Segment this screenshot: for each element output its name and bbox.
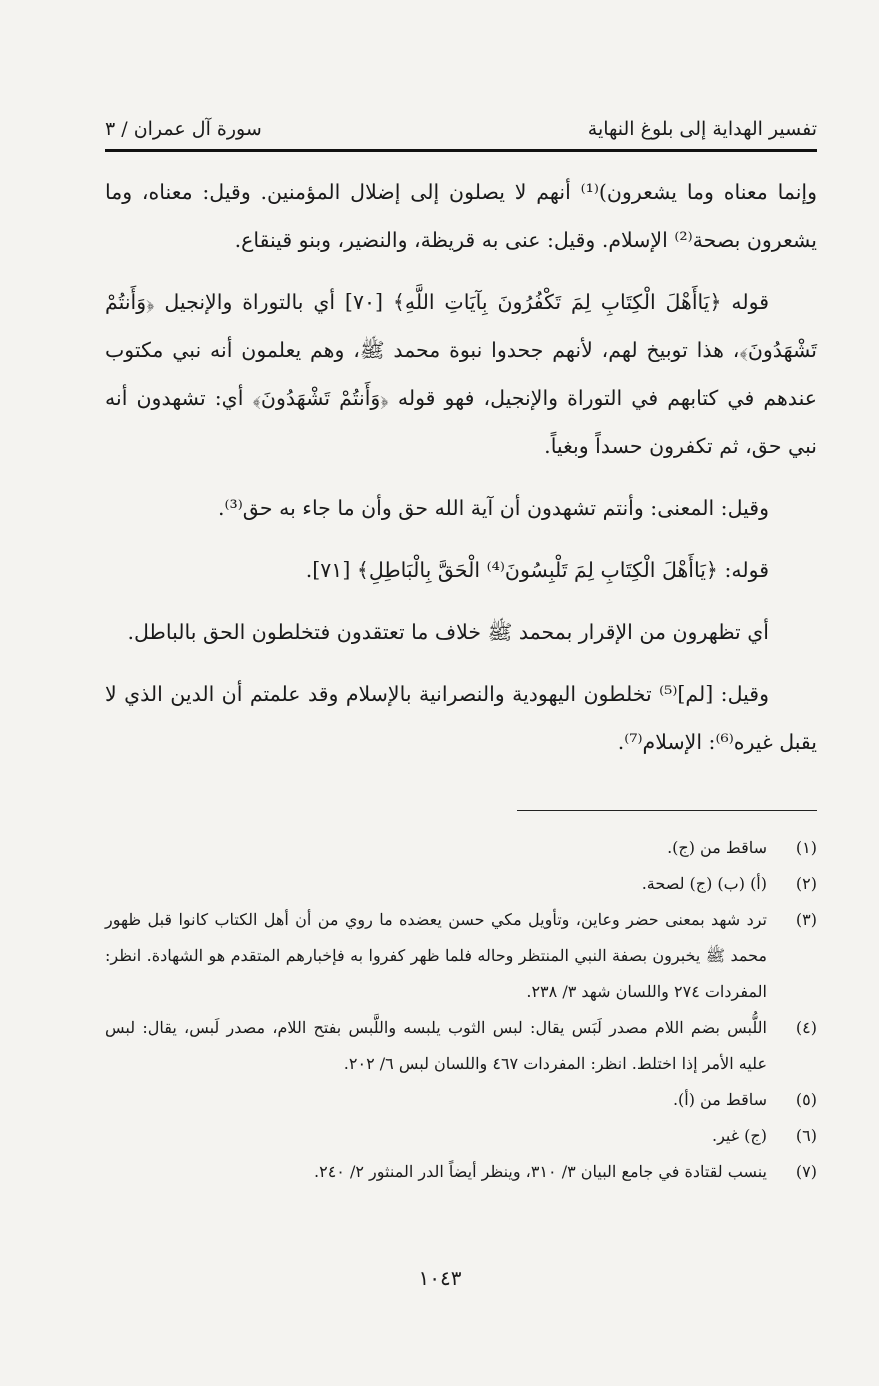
footnote-divider: [517, 810, 817, 811]
footnote-text: اللُّبس بضم اللام مصدر لَبَس يقال: لبس الثوب يلبسه واللَّبس بفتح اللام، مصدر لَبس، يقال: لبس عليه الأمر إذا اختلط. انظر: المفردات ٤٦٧ واللسان لبس ٦/ ٢٠٢.: [105, 1018, 767, 1073]
paragraph: وإنما معناه وما يشعرون)⁽¹⁾ أنهم لا يصلون إلى إضلال المؤمنين. وقيل: معناه، وما يشعرون بصحة⁽²⁾ الإسلام. وقيل: عنى به قريظة، والنضير، وبنو قينقاع.: [105, 180, 817, 252]
footnote: [105, 866, 817, 902]
footnote-number: (٣): [795, 910, 817, 929]
paragraph: أي تظهرون من الإقرار بمحمد ﷺ خلاف ما تعتقدون فتخلطون الحق بالباطل.: [127, 620, 769, 644]
footnote: [105, 1082, 817, 1118]
paragraph: وقيل: المعنى: وأنتم تشهدون أن آية الله حق وأن ما جاء به حق⁽³⁾.: [217, 496, 769, 520]
page-number: ١٠٤٣: [418, 1266, 462, 1290]
footnote-number: (١): [795, 838, 817, 857]
footnote-text: ينسب لقتادة في جامع البيان ٣/ ٣١٠، وينظر أيضاً الدر المنثور ٢/ ٢٤٠.: [314, 1162, 767, 1181]
footnote: [105, 830, 817, 866]
book-title: تفسير الهداية إلى بلوغ النهاية: [587, 118, 817, 140]
footnote-number: (٥): [795, 1090, 817, 1109]
footnote-text: (ج) غير.: [711, 1126, 767, 1145]
footnote-text: (أ) (ب) (ج) لصحة.: [641, 874, 767, 893]
paragraph: قوله ﴿يَاأَهْلَ الْكِتَابِ لِمَ تَكْفُرُونَ بِآيَاتِ اللَّهِ﴾ [٧٠] أي بالتوراة والإنجيل ﴿وَأَنتُمْ تَشْهَدُونَ﴾، هذا توبيخ لهم، لأنهم جحدوا نبوة محمد ﷺ، وهم يعلمون أنه نبي مكتوب عندهم في كتابهم في التوراة والإنجيل، فهو قوله ﴿وَأَنتُمْ تَشْهَدُونَ﴾ أي: تشهدون أنه نبي حق، ثم تكفرون حسداً وبغياً.: [105, 290, 817, 458]
footnote-number: (٧): [795, 1162, 817, 1181]
footnote: [105, 1154, 817, 1190]
footnote-number: (٤): [795, 1018, 817, 1037]
footnote: [105, 1010, 817, 1082]
paragraph: وقيل: [لم]⁽⁵⁾ تخلطون اليهودية والنصرانية بالإسلام وقد علمتم أن الدين الذي لا يقبل غيره⁽⁶⁾: الإسلام⁽⁷⁾.: [105, 682, 817, 754]
footnote-text: ساقط من (ج).: [667, 838, 767, 857]
footnotes: [105, 830, 817, 1190]
running-header: [105, 112, 817, 146]
header-divider: [105, 149, 817, 152]
surah-label: سورة آل عمران / ٣: [105, 118, 262, 140]
footnote: [105, 902, 817, 1010]
footnote: [105, 1118, 817, 1154]
main-text: [105, 168, 817, 780]
footnote-text: ترد شهد بمعنى حضر وعاين، وتأويل مكي حسن يعضده ما روي من أن أهل الكتاب كانوا قبل ظهور محمد ﷺ يخبرون بصفة النبي المنتظر وحاله فلما ظهر كفروا به فإخبارهم المتقدم هو الشهادة. انظر: المفردات ٢٧٤ واللسان شهد ٣/ ٢٣٨.: [105, 910, 768, 1001]
footnote-number: (٦): [795, 1126, 817, 1145]
footnote-text: ساقط من (أ).: [672, 1090, 767, 1109]
footnote-number: (٢): [795, 874, 817, 893]
paragraph: قوله: ﴿يَاأَهْلَ الْكِتَابِ لِمَ تَلْبِسُونَ⁽⁴⁾ الْحَقَّ بِالْبَاطِلِ﴾ [٧١].: [305, 558, 769, 582]
